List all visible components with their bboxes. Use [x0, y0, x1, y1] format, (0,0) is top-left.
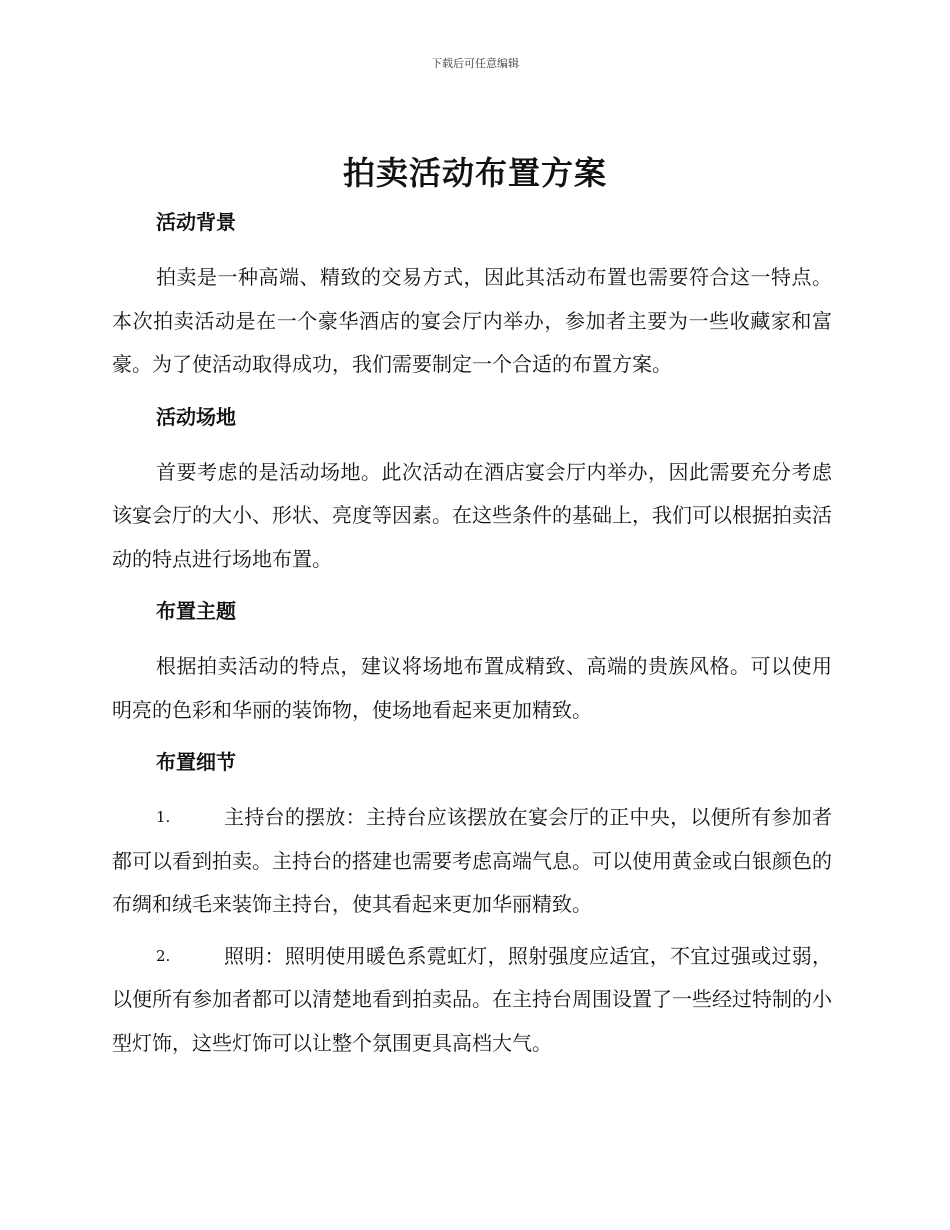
- document-body: [112, 200, 832, 1065]
- header-note: 下载后可任意编辑: [431, 57, 519, 70]
- section-paragraph-theme: 根据拍卖活动的特点，建议将场地布置成精致、高端的贵族风格。可以使用明亮的色彩和华丽的装饰物，使场地看起来更加精致。: [112, 654, 832, 722]
- section-heading-details: 布置细节: [156, 750, 236, 774]
- section-heading-theme: 布置主题: [156, 599, 236, 623]
- list-item: [112, 796, 832, 927]
- document-title: 拍卖活动布置方案: [342, 154, 607, 192]
- list-item: [112, 935, 832, 1066]
- section-heading-background: 活动背景: [156, 210, 236, 234]
- list-item-text: 主持台的摆放：主持台应该摆放在宴会厅的正中央，以便所有参加者都可以看到拍卖。主持台的搭建也需要考虑高端气息。可以使用黄金或白银颜色的布绸和绒毛来装饰主持台，使其看起来更加华丽精致。: [112, 805, 832, 916]
- section-paragraph-background: 拍卖是一种高端、精致的交易方式，因此其活动布置也需要符合这一特点。本次拍卖活动是在一个豪华酒店的宴会厅内举办，参加者主要为一些收藏家和富豪。为了使活动取得成功，我们需要制定一个合适的布置方案。: [112, 265, 832, 376]
- section-heading-venue: 活动场地: [156, 404, 236, 429]
- section-paragraph-venue: 首要考虑的是活动场地。此次活动在酒店宴会厅内举办，因此需要充分考虑该宴会厅的大小、形状、亮度等因素。在这些条件的基础上，我们可以根据拍卖活动的特点进行场地布置。: [112, 459, 832, 571]
- list-item-number: 1.: [156, 808, 171, 826]
- list-item-text: 照明：照明使用暖色系霓虹灯，照射强度应适宜，不宜过强或过弱，以便所有参加者都可以清楚地看到拍卖品。在主持台周围设置了一些经过特制的小型灯饰，这些灯饰可以让整个氛围更具高档大气。: [112, 943, 832, 1055]
- list-item-number: 2.: [156, 946, 171, 965]
